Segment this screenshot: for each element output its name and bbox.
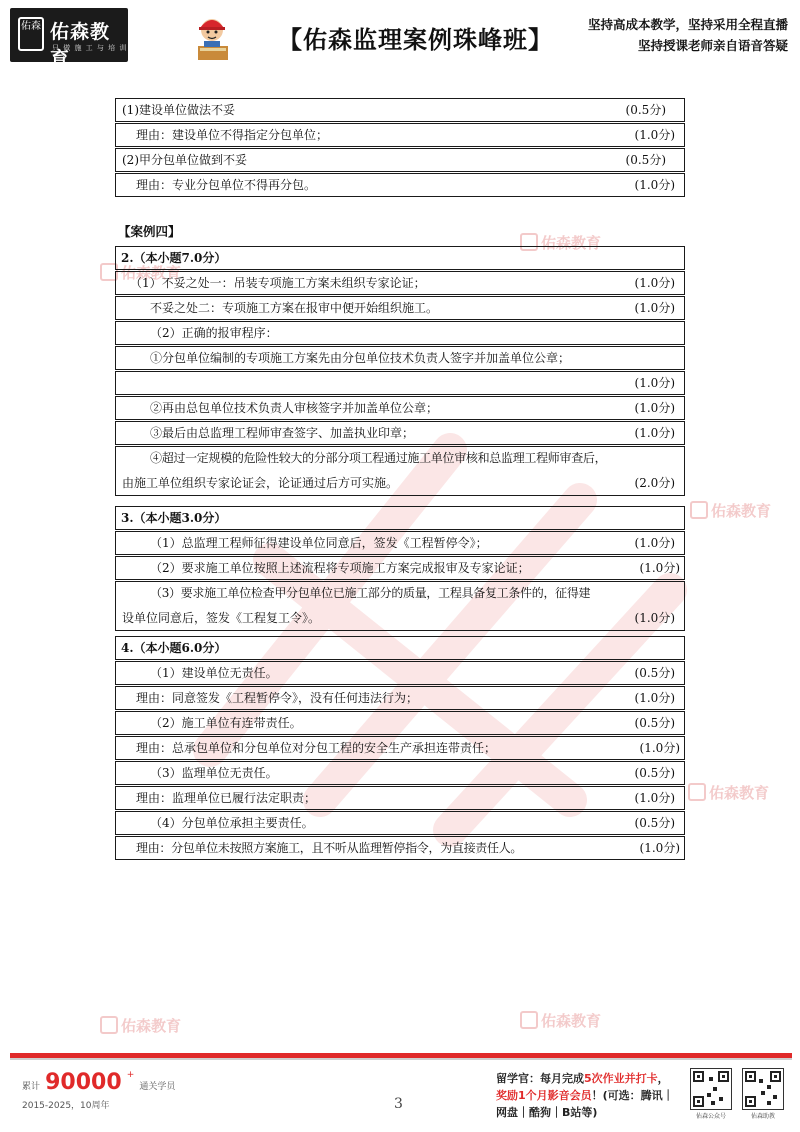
watermark: 佑森教育 <box>100 1015 181 1036</box>
row-text: 设单位同意后，签发《工程复工令》。 <box>122 611 321 625</box>
row-text: 不妥之处二：专项施工方案在报审中便开始组织施工。 <box>150 301 439 315</box>
answer-table-q4 <box>115 636 685 860</box>
logo-seal: 佑森 <box>18 17 44 51</box>
row-text: 理由：分包单位未按照方案施工，且不听从监理暂停指令，为直接责任人。 <box>136 841 523 855</box>
watermark: 佑森教育 <box>688 782 769 803</box>
watermark: 佑森教育 <box>100 262 181 283</box>
table-row <box>115 321 685 345</box>
table-row <box>115 556 685 580</box>
table-row <box>115 296 685 320</box>
promo-text: 留学官：每月完成5次作业并打卡， 奖励1个月影音会员！(可选：腾讯｜ 网盘｜酷狗｜B站等) <box>496 1072 674 1119</box>
table-row <box>115 446 685 472</box>
table-row <box>115 148 685 172</box>
slogan-line-2: 坚持授课老师亲自语音答疑 <box>637 38 788 53</box>
footer-divider <box>10 1053 792 1060</box>
row-score: (0.5分) <box>634 766 675 780</box>
row-score: (0.5分) <box>634 666 675 680</box>
table-row <box>115 711 685 735</box>
logo-name: 佑森教育 <box>50 21 111 70</box>
row-score: (1.0分) <box>634 401 675 415</box>
row-score: (0.5分) <box>634 816 675 830</box>
answer-table-prev <box>115 98 685 197</box>
qr-code-icon <box>742 1068 784 1110</box>
question-heading: 2.（本小题7.0分） <box>115 246 685 270</box>
count-suffix: 通关学员 <box>139 1082 176 1092</box>
watermark: 佑森教育 <box>520 1010 601 1031</box>
row-score: (1.0分) <box>634 611 675 625</box>
row-text: （2）施工单位有连带责任。 <box>150 716 302 730</box>
table-row <box>115 531 685 555</box>
row-score: (0.5分) <box>625 153 666 167</box>
row-score: (1.0分) <box>634 128 675 142</box>
row-score: (2.0分) <box>634 476 675 490</box>
page-number: 3 <box>394 1096 403 1112</box>
row-score: (1.0分) <box>639 841 680 855</box>
row-score: (1.0分) <box>634 691 675 705</box>
row-text: 理由：专业分包单位不得再分包。 <box>136 178 317 192</box>
row-score: (1.0分) <box>634 301 675 315</box>
row-text: (1)建设单位做法不妥 <box>122 103 235 117</box>
table-row <box>115 607 685 631</box>
row-text: ②再由总包单位技术负责人审核签字并加盖单位公章； <box>150 401 439 415</box>
row-text: 由施工单位组织专家论证会，论证通过后方可实施。 <box>122 476 399 490</box>
table-row <box>115 836 685 860</box>
mascot-icon <box>186 10 238 62</box>
row-score: (1.0分) <box>634 791 675 805</box>
row-text: 理由：总承包单位和分包单位对分包工程的安全生产承担连带责任； <box>136 741 497 755</box>
answer-table-q3 <box>115 506 685 631</box>
row-score: (0.5分) <box>634 716 675 730</box>
qr-code-official <box>690 1068 732 1120</box>
row-text: 理由：建设单位不得指定分包单位； <box>136 128 329 142</box>
row-text: （2）要求施工单位按照上述流程将专项施工方案完成报审及专家论证； <box>150 561 530 575</box>
table-row <box>115 346 685 370</box>
row-text: ①分包单位编制的专项施工方案先由分包单位技术负责人签字并加盖单位公章； <box>150 351 571 365</box>
question-heading: 4.（本小题6.0分） <box>115 636 685 660</box>
row-text: （2）正确的报审程序： <box>150 326 278 340</box>
page-title: 【佑森监理案例珠峰班】 <box>278 26 553 54</box>
row-text: 理由：同意签发《工程暂停令》，没有任何违法行为； <box>136 691 419 705</box>
qr-code-icon <box>690 1068 732 1110</box>
row-score: (1.0分) <box>639 561 680 575</box>
table-row <box>115 396 685 420</box>
table-row <box>115 661 685 685</box>
table-row <box>115 421 685 445</box>
case-heading: 【案例四】 <box>118 224 181 239</box>
row-score: (1.0分) <box>639 741 680 755</box>
table-row <box>115 581 685 607</box>
row-score: (0.5分) <box>625 103 666 117</box>
row-score: (1.0分) <box>634 426 675 440</box>
table-row <box>115 173 685 197</box>
table-row <box>115 686 685 710</box>
qr-caption: 佑森公众号 <box>695 1113 726 1120</box>
row-score: (1.0分) <box>634 376 675 390</box>
row-text: （3）监理单位无责任。 <box>150 766 278 780</box>
row-text: (2)甲分包单位做到不妥 <box>122 153 247 167</box>
row-text: ④超过一定规模的危险性较大的分部分项工程通过施工单位审核和总监理工程师审查后， <box>150 451 607 465</box>
watermark: 佑森教育 <box>690 500 771 521</box>
qr-caption: 佑森助教 <box>750 1113 775 1120</box>
count-number: 90000 <box>45 1070 122 1095</box>
header-slogan <box>588 14 788 56</box>
table-row <box>115 472 685 496</box>
table-row <box>115 371 685 395</box>
row-text: ③最后由总监理工程师审查签字、加盖执业印章； <box>150 426 415 440</box>
row-score: (1.0分) <box>634 536 675 550</box>
table-row <box>115 98 685 122</box>
question-heading: 3.（本小题3.0分） <box>115 506 685 530</box>
row-text: （1）总监理工程师征得建设单位同意后，签发《工程暂停令》； <box>150 536 488 550</box>
qr-code-assistant <box>742 1068 784 1120</box>
table-row <box>115 736 685 760</box>
table-row <box>115 123 685 147</box>
brand-logo <box>10 8 128 70</box>
row-score: (1.0分) <box>634 178 675 192</box>
table-row <box>115 786 685 810</box>
watermark: 佑森教育 <box>520 232 601 253</box>
page-header <box>10 8 792 70</box>
row-text: 理由：监理单位已履行法定职责； <box>136 791 317 805</box>
row-text: （1）建设单位无责任。 <box>150 666 278 680</box>
row-text: （4）分包单位承担主要责任。 <box>150 816 314 830</box>
count-prefix: 累计 <box>22 1082 41 1092</box>
answer-table-q2 <box>115 246 685 496</box>
table-row <box>115 271 685 295</box>
count-plus: + <box>126 1070 135 1080</box>
logo-tagline: 只 做 施 工 与 培 训 <box>52 44 128 52</box>
student-count <box>22 1070 175 1095</box>
slogan-line-1: 坚持高成本教学，坚持采用全程直播 <box>587 17 788 32</box>
row-text: （3）要求施工单位检查甲分包单位已施工部分的质量，工程具备复工条件的，征得建 <box>150 586 591 600</box>
row-score: (1.0分) <box>634 276 675 290</box>
table-row <box>115 761 685 785</box>
row-text: （1）不妥之处一：吊装专项施工方案未组织专家论证； <box>130 276 426 290</box>
anniversary-years: 2015-2025，10周年 <box>22 1101 110 1111</box>
table-row <box>115 811 685 835</box>
